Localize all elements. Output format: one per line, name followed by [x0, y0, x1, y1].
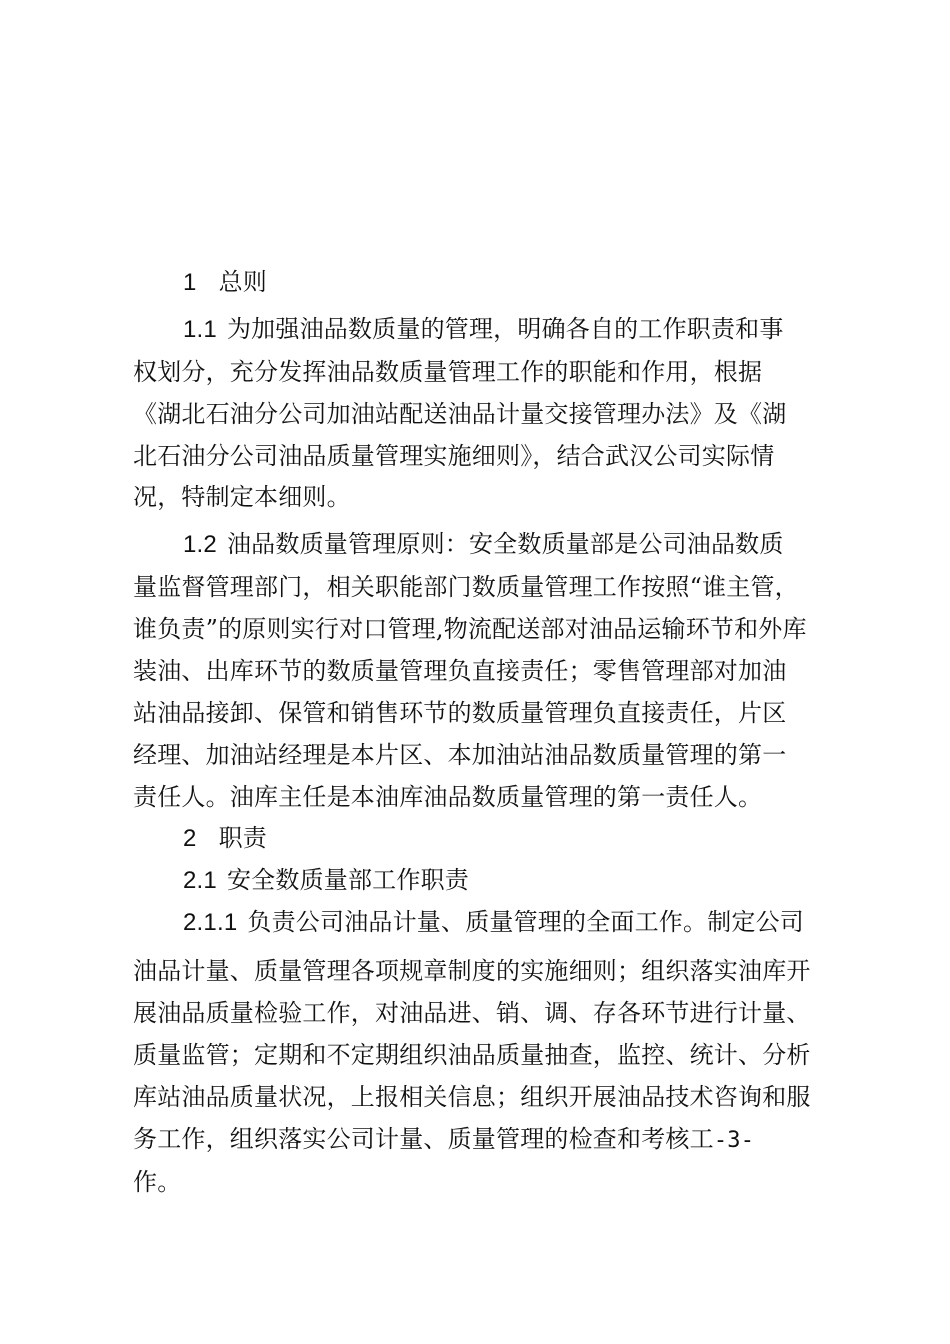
section-number: 1: [183, 269, 197, 296]
paragraph-line: 站油品接卸、保管和销售环节的数质量管理负直接责任，片区: [133, 699, 787, 727]
paragraph-line: 况，特制定本细则。: [133, 483, 351, 511]
paragraph-line: 装油、出库环节的数质量管理负直接责任；零售管理部对加油: [133, 657, 787, 685]
paragraph-text: 油品数质量管理原则：安全数质量部是公司油品数质: [226, 530, 784, 558]
section-number: 1.1: [183, 316, 217, 343]
paragraph-line: 责任人。油库主任是本油库油品数质量管理的第一责任人。: [133, 783, 763, 811]
paragraph-line: 《湖北石油分公司加油站配送油品计量交接管理办法》及《湖: [133, 400, 787, 428]
paragraph-line: 经理、加油站经理是本片区、本加油站油品数质量管理的第一: [133, 741, 787, 769]
paragraph-line: 量监督管理部门，相关职能部门数质量管理工作按照“谁主管，: [133, 573, 799, 601]
paragraph-text: 为加强油品数质量的管理，明确各自的工作职责和事: [226, 315, 784, 343]
section-number: 1.2: [183, 531, 217, 558]
page-number: -3-: [713, 1128, 755, 1153]
paragraph-line: 库站油品质量状况，上报相关信息；组织开展油品技术咨询和服: [133, 1083, 811, 1111]
paragraph-line: 北石油分公司油品质量管理实施细则》，结合武汉公司实际情: [133, 442, 775, 470]
paragraph-line: 作。: [133, 1168, 182, 1196]
heading-2: [183, 823, 267, 854]
paragraph-line: 质量监管；定期和不定期组织油品质量抽查，监控、统计、分析: [133, 1041, 811, 1069]
paragraph-line: 权划分，充分发挥油品数质量管理工作的职能和作用，根据: [133, 358, 763, 386]
section-number: 2.1: [183, 867, 217, 894]
section-number: 2.1.1: [183, 909, 238, 936]
paragraph-2-1-1-line: [183, 907, 804, 938]
heading-text: 职责: [218, 824, 267, 852]
section-number: 2: [183, 825, 197, 852]
paragraph-1-2-line: [183, 529, 784, 560]
paragraph-line: 谁负责”的原则实行对口管理,物流配送部对油品运输环节和外库: [133, 615, 807, 643]
paragraph-line: 展油品质量检验工作，对油品进、销、调、存各环节进行计量、: [133, 999, 811, 1027]
heading-text: 总则: [218, 268, 267, 296]
paragraph-line: 油品计量、质量管理各项规章制度的实施细则；组织落实油库开: [133, 957, 811, 985]
paragraph-1-1-line: [183, 314, 784, 345]
heading-text: 安全数质量部工作职责: [226, 866, 469, 894]
heading-2-1: [183, 865, 469, 896]
paragraph-text: 负责公司油品计量、质量管理的全面工作。制定公司: [247, 908, 804, 936]
paragraph-line: [133, 1124, 754, 1156]
heading-1: [183, 267, 267, 298]
paragraph-text: 务工作，组织落实公司计量、质量管理的检查和考核工: [133, 1125, 714, 1153]
